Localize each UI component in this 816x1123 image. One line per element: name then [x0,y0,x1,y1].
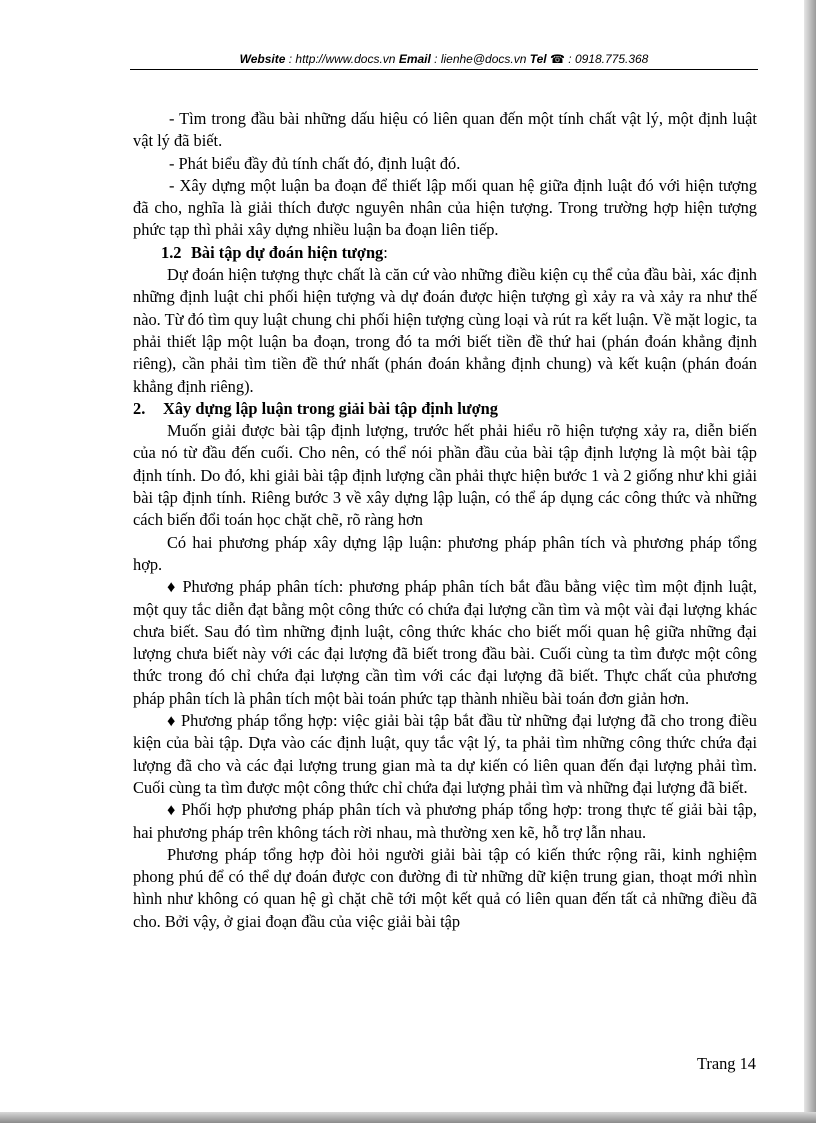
tel-value: : 0918.775.368 [564,52,649,66]
paragraph: Phương pháp tổng hợp đòi hỏi người giải bài tập có kiến thức rộng rãi, kinh nghiệm phong phú để có thể dự đoán được con đường đi từ những dữ kiện trung gian, thoạt mới nhìn hình như không có quan hệ gì chặt chẽ tới một kết quả có liên quan đến tất cả những điều đã cho. Bởi vậy, ở giai đoạn đầu của việc giải bài tập [133,844,757,931]
email-value: : lienhe@docs.vn [430,52,530,66]
section-heading-1-2 [133,242,757,264]
section-title: Xây dựng lập luận trong giải bài tập định lượng [163,398,498,418]
page-header [130,50,758,68]
website-value: : http://www.docs.vn [285,52,399,66]
section-number: 1.2 [161,242,182,262]
section-heading-2 [133,398,757,420]
paragraph: ♦ Phương pháp tổng hợp: việc giải bài tập bắt đầu từ những đại lượng đã cho trong điều kiện của bài tập. Dựa vào các định luật, quy tắc vật lý, ta phải tìm những công thức chứa đại lượng đã cho và các đại lượng trung gian mà ta dự kiến có liên quan đến đại lượng phải tìm. Cuối cùng ta tìm được một công thức chỉ chứa đại lượng phải tìm và những đại lượng đã biết. [133,711,757,797]
paragraph: - Tìm trong đầu bài những dấu hiệu có liên quan đến một tính chất vật lý, một định luật vật lý đã biết. [133,109,757,151]
page-number: Trang 14 [696,1054,756,1073]
document-body [133,108,757,933]
section-number: 2. [133,398,146,418]
page-shadow-right [804,0,816,1123]
paragraph: Dự đoán hiện tượng thực chất là căn cứ vào những điều kiện cụ thể của đầu bài, xác định những định luật chi phối hiện tượng và dự đoán được hiện tượng gì xảy ra và xảy ra như thế nào. Từ đó tìm quy luật chung chi phối hiện tượng cùng loại và rút ra kết luận. Về mặt logic, ta phải thiết lập một luận ba đoạn, trong đó ta mới biết tiền đề thứ hai (phán đoán khẳng định riêng), cần phải tìm tiền đề thứ nhất (phán đoán khẳng định chung) và kết kuận (phán đoán khẳng định riêng). [133,265,757,396]
tel-label: Tel [529,52,547,66]
section-title: Bài tập dự đoán hiện tượng [191,242,384,262]
paragraph: - Phát biểu đầy đủ tính chất đó, định luật đó. [169,153,461,173]
paragraph: - Xây dựng một luận ba đoạn để thiết lập mối quan hệ giữa định luật đó với hiện tượng đã cho, nghĩa là giải thích được nguyên nhân của hiện tượng. Trong trường hợp hiện tượng phức tạp thì phải xây dựng nhiều luận ba đoạn liên tiếp. [133,175,757,240]
website-label: Website [239,52,286,66]
header-divider [130,69,758,70]
email-label: Email [398,52,431,66]
paragraph: ♦ Phương pháp phân tích: phương pháp phân tích bắt đầu bằng việc tìm một định luật, một quy tắc diễn đạt bằng một công thức có chứa đại lượng cần tìm và một vài đại lượng khác chưa biết. Sau đó tìm những định luật, công thức khác cho biết mối quan hệ giữa những đại lượng chưa biết này với các đại lượng đã biết trong đầu bài. Cuối cùng ta tìm được một công thức trong đó chỉ chứa đại lượng cần tìm với các đại lượng đã biết. Thực chất của phương pháp phân tích là phân tích một bài toán phức tạp thành nhiều bài toán đơn giản hơn. [133,577,757,708]
page-shadow-bottom [0,1112,816,1123]
section-title-suffix: : [383,242,388,262]
paragraph: ♦ Phối hợp phương pháp phân tích và phương pháp tổng hợp: trong thực tế giải bài tập, hai phương pháp trên không tách rời nhau, mà thường xen kẽ, hỗ trợ lẫn nhau. [133,800,757,842]
phone-icon: ☎ [549,52,565,66]
paragraph: Có hai phương pháp xây dựng lập luận: phương pháp phân tích và phương pháp tổng hợp. [133,532,757,574]
paragraph: Muốn giải được bài tập định lượng, trước hết phải hiểu rõ hiện tượng xảy ra, diễn biến của nó từ đầu đến cuối. Cho nên, có thể nói phần đầu của bài tập định lượng là một bài tập định tính. Do đó, khi giải bài tập định lượng cần phải thực hiện bước 1 và 2 giống như khi giải bài tập định tính. Riêng bước 3 về xây dựng lập luận, có thể áp dụng các công thức và những cách biến đổi toán học chặt chẽ, rõ ràng hơn [133,421,757,530]
